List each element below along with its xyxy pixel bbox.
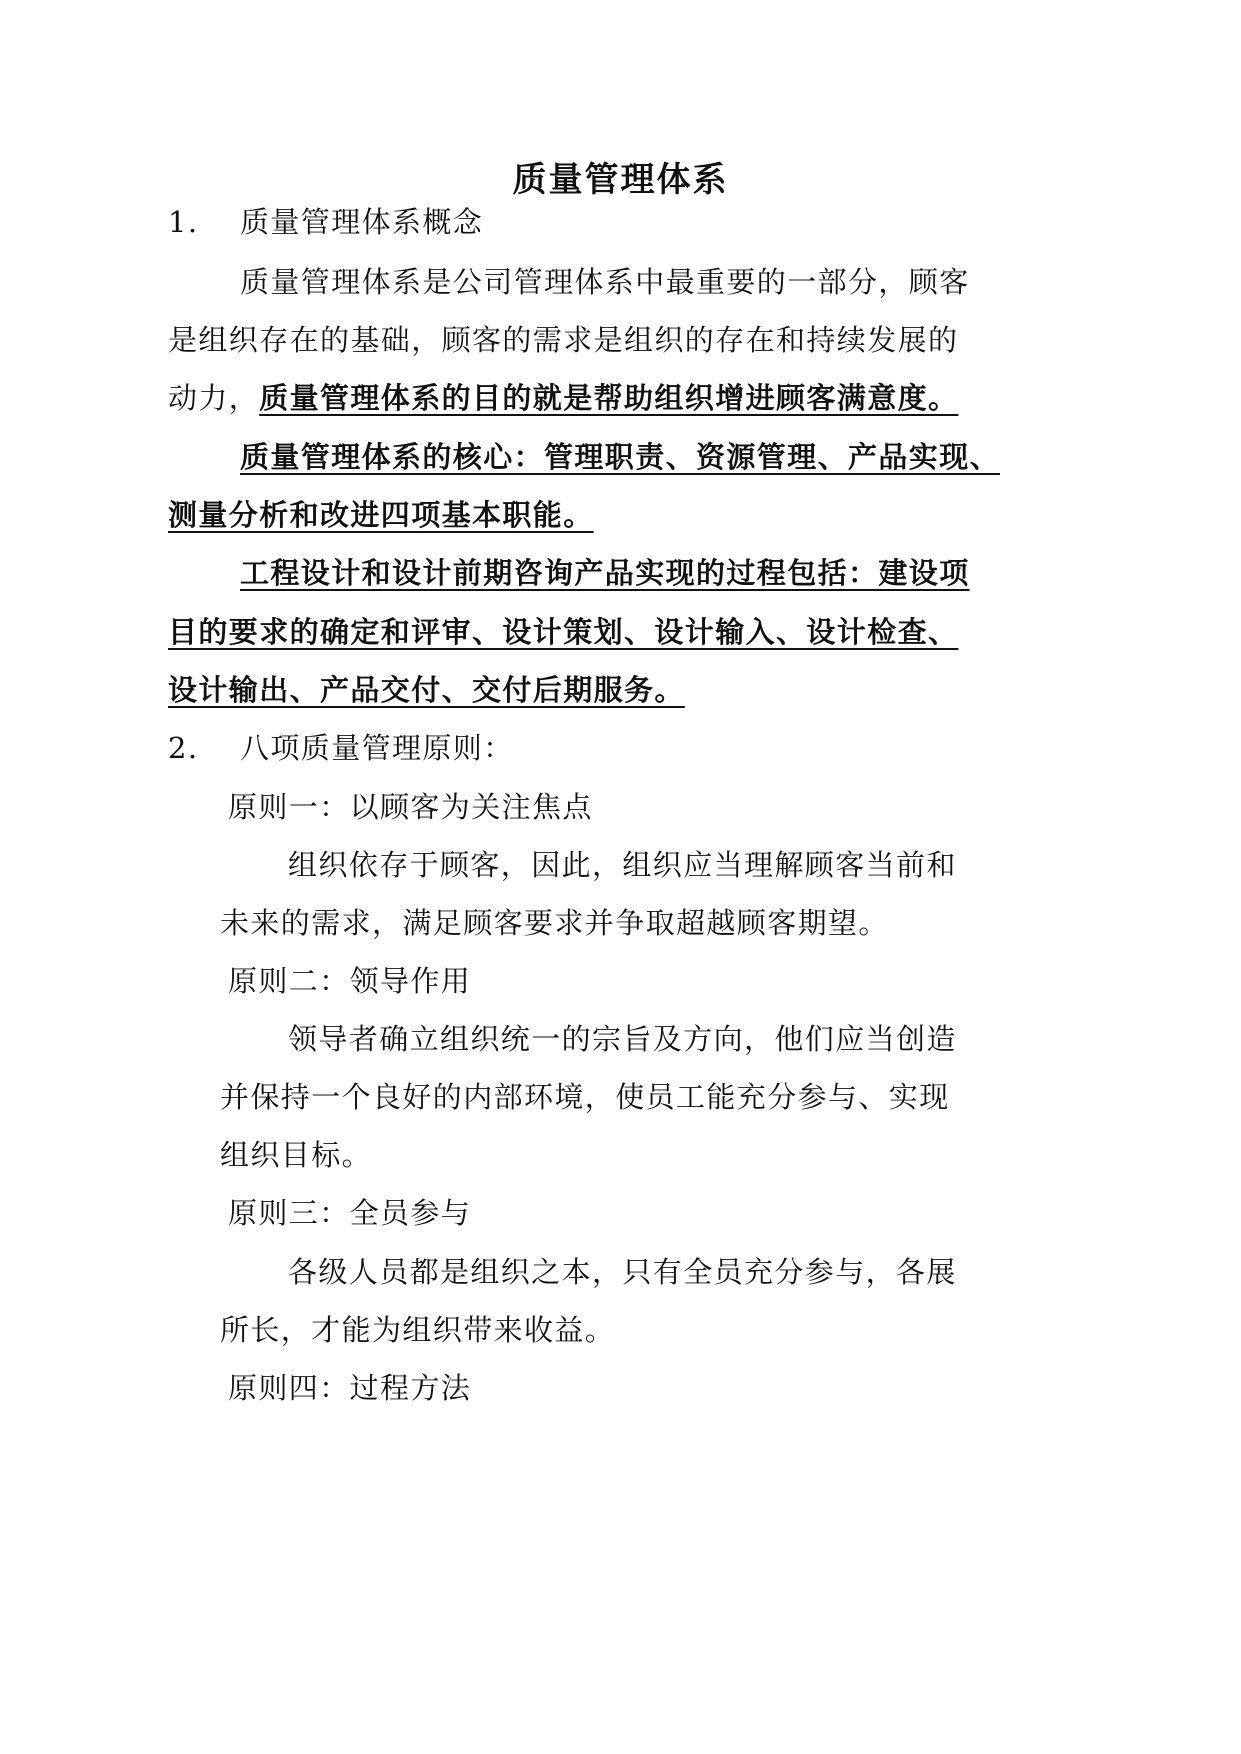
principle-title: 原则二：领导作用 [228, 964, 472, 998]
emphasized-text: 质量管理体系的目的就是帮助组织增进顾客满意度。 [259, 381, 959, 415]
principle-text-line: 组织目标。 [220, 1138, 373, 1172]
principle-title: 原则一：以顾客为关注焦点 [228, 790, 593, 824]
paragraph-line [168, 378, 958, 418]
paragraph-line: 是组织存在的基础，顾客的需求是组织的存在和持续发展的 [168, 323, 959, 357]
section-2-title: 八项质量管理原则： [240, 731, 514, 765]
section-2-heading [168, 728, 514, 768]
section-1-title: 质量管理体系概念 [240, 205, 484, 239]
principle-text-line: 领导者确立组织统一的宗旨及方向，他们应当创造 [288, 1022, 957, 1056]
principle-text-line: 未来的需求，满足顾客要求并争取超越顾客期望。 [220, 906, 889, 940]
emphasized-line: 工程设计和设计前期咨询产品实现的过程包括：建设项 [240, 556, 970, 590]
emphasized-line: 测量分析和改进四项基本职能。 [168, 498, 594, 532]
section-1-number: 1. [168, 205, 199, 239]
emphasized-line: 目的要求的确定和评审、设计策划、设计输入、设计检查、 [168, 615, 959, 649]
paragraph-text: 动力， [168, 381, 260, 415]
section-1-heading [168, 202, 483, 242]
principle-title: 原则四：过程方法 [228, 1371, 472, 1405]
principle-text-line: 各级人员都是组织之本，只有全员充分参与，各展 [288, 1255, 957, 1289]
emphasized-line: 设计输出、产品交付、交付后期服务。 [168, 673, 685, 707]
principle-text-line: 并保持一个良好的内部环境，使员工能充分参与、实现 [220, 1080, 950, 1114]
principle-title: 原则三：全员参与 [228, 1196, 472, 1230]
principle-text-line: 所长，才能为组织带来收益。 [220, 1313, 616, 1347]
emphasized-line: 质量管理体系的核心：管理职责、资源管理、产品实现、 [240, 440, 1001, 474]
paragraph-line: 质量管理体系是公司管理体系中最重要的一部分，顾客 [240, 265, 970, 299]
principle-text-line: 组织依存于顾客，因此，组织应当理解顾客当前和 [288, 848, 957, 882]
document-title: 质量管理体系 [512, 160, 729, 200]
section-2-number: 2. [168, 731, 199, 765]
